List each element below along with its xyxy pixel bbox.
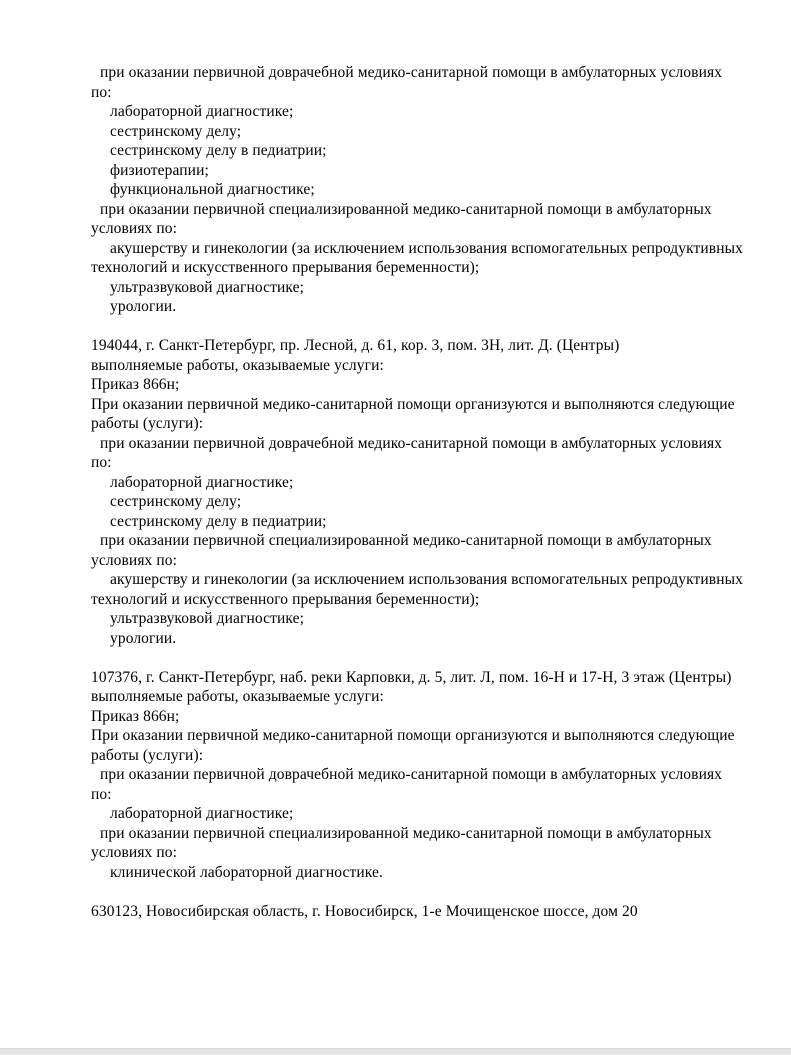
- document-block: [91, 668, 753, 883]
- text-line: работы (услуги):: [91, 746, 204, 764]
- text-line: при оказании первичной специализированной медико-санитарной помощи в амбулаторных: [100, 824, 712, 842]
- text-line: акушерству и гинекологии (за исключением использования вспомогательных репродуктивных: [110, 239, 743, 257]
- text-line: ультразвуковой диагностике;: [110, 610, 304, 627]
- text-line: 107376, г. Санкт-Петербург, наб. реки Карповки, д. 5, лит. Л, пом. 16-Н и 17-Н, 3 этаж (Центры): [91, 668, 732, 686]
- document-block: [91, 336, 753, 648]
- text-line: при оказании первичной доврачебной медико-санитарной помощи в амбулаторных условиях: [100, 434, 723, 452]
- text-line: урологии.: [110, 629, 177, 647]
- text-line: по:: [91, 83, 112, 101]
- text-line: выполняемые работы, оказываемые услуги:: [91, 356, 384, 374]
- text-line: условиях по:: [91, 220, 178, 237]
- text-line: при оказании первичной специализированной медико-санитарной помощи в амбулаторных: [100, 532, 712, 549]
- text-line: работы (услуги):: [91, 415, 204, 432]
- text-line: При оказании первичной медико-санитарной помощи организуются и выполняются следующие: [91, 727, 735, 744]
- text-line: клинической лабораторной диагностике.: [110, 863, 383, 881]
- text-line: ультразвуковой диагностике;: [110, 278, 304, 296]
- document-block: [91, 63, 753, 317]
- text-line: При оказании первичной медико-санитарной помощи организуются и выполняются следующие: [91, 395, 735, 413]
- text-line: сестринскому делу;: [110, 122, 242, 140]
- text-line: лабораторной диагностике;: [110, 473, 294, 491]
- text-line: 630123, Новосибирская область, г. Новосибирск, 1-е Мочищенское шоссе, дом 20: [91, 902, 638, 920]
- text-line: сестринскому делу;: [110, 493, 242, 510]
- text-line: условиях по:: [91, 844, 178, 861]
- text-line: сестринскому делу в педиатрии;: [110, 512, 327, 530]
- text-line: при оказании первичной доврачебной медико-санитарной помощи в амбулаторных условиях: [100, 64, 723, 81]
- text-line: сестринскому делу в педиатрии;: [110, 142, 327, 159]
- text-line: при оказании первичной специализированной медико-санитарной помощи в амбулаторных: [100, 200, 712, 218]
- text-line: технологий и искусственного прерывания беременности);: [91, 590, 480, 608]
- text-line: условиях по:: [91, 551, 178, 569]
- text-line: акушерству и гинекологии (за исключением использования вспомогательных репродуктивных: [110, 571, 743, 588]
- text-line: выполняемые работы, оказываемые услуги:: [91, 688, 384, 705]
- text-line: технологий и искусственного прерывания беременности);: [91, 259, 480, 276]
- text-line: 194044, г. Санкт-Петербург, пр. Лесной, д. 61, кор. 3, пом. 3Н, лит. Д. (Центры): [91, 337, 620, 354]
- text-line: функциональной диагностике;: [110, 181, 315, 198]
- document-block: [91, 902, 753, 922]
- text-line: лабораторной диагностике;: [110, 103, 294, 120]
- text-line: при оказании первичной доврачебной медико-санитарной помощи в амбулаторных условиях: [100, 766, 723, 783]
- text-line: урологии.: [110, 298, 177, 315]
- text-line: по:: [91, 454, 112, 471]
- text-line: по:: [91, 785, 112, 803]
- text-line: Приказ 866н;: [91, 707, 180, 725]
- text-line: лабораторной диагностике;: [110, 805, 294, 822]
- document-text: [91, 63, 753, 941]
- text-line: физиотерапии;: [110, 161, 209, 179]
- text-line: Приказ 866н;: [91, 376, 180, 393]
- bottom-bar: [0, 1048, 791, 1055]
